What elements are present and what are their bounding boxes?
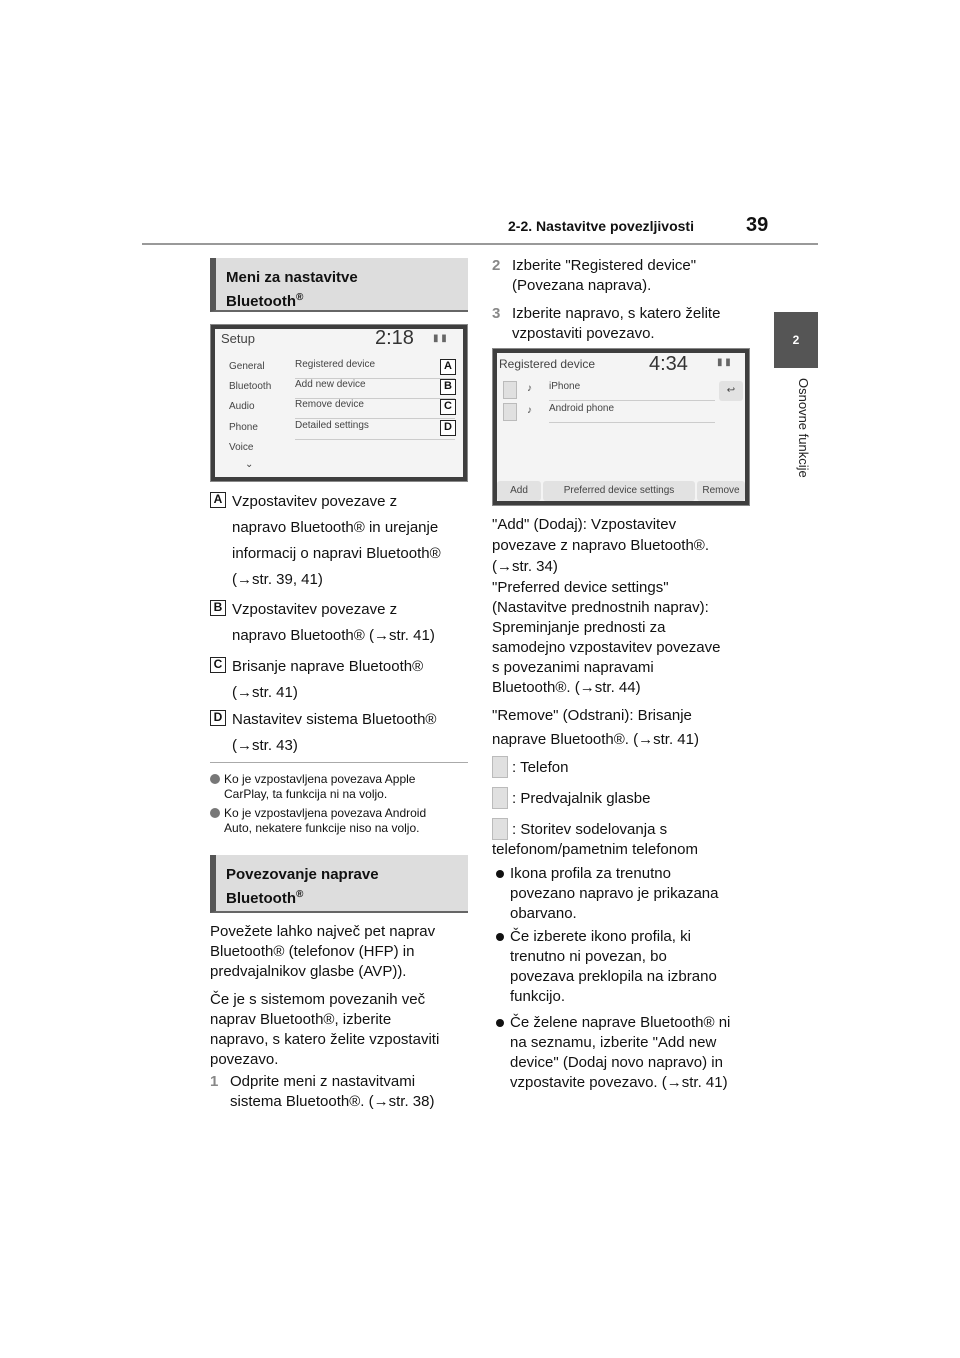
item-line: Vzpostavitev povezave z bbox=[232, 493, 398, 510]
para-line: predvajalnikov glasbe (AVP)). bbox=[210, 963, 407, 980]
note-line bbox=[210, 806, 470, 821]
phone-icon[interactable] bbox=[503, 403, 517, 421]
para-multiple-devices bbox=[210, 990, 470, 1070]
item-line: (→str. 43) bbox=[232, 737, 298, 754]
bullet-icon bbox=[496, 1019, 504, 1027]
bullet-icon bbox=[496, 933, 504, 941]
para-line: Spreminjanje prednosti za bbox=[492, 619, 666, 636]
bullet-line: na seznamu, izberite "Add new bbox=[510, 1034, 717, 1051]
item-line: Nastavitev sistema Bluetooth® bbox=[232, 711, 437, 728]
bullet-line: Ikona profila za trenutno bbox=[510, 865, 671, 882]
bullet-profile-icon bbox=[510, 864, 770, 924]
bullet-icon bbox=[496, 870, 504, 878]
section-title-bluetooth-menu bbox=[210, 258, 468, 312]
item-line: napravo Bluetooth® (→str. 41) bbox=[232, 627, 435, 644]
item-line: Vzpostavitev povezave z bbox=[232, 601, 398, 618]
item-b-tag: B bbox=[210, 600, 226, 616]
menu-bluetooth[interactable]: Bluetooth bbox=[229, 381, 272, 392]
item-a-text bbox=[232, 489, 472, 593]
item-line: (→str. 41) bbox=[232, 684, 298, 701]
bullet-line: povezava preklopila na izbrano bbox=[510, 968, 717, 985]
bullet-line: funkcijo. bbox=[510, 988, 566, 1005]
para-line: "Remove" (Odstrani): Brisanje bbox=[492, 707, 692, 724]
bullet-line: obarvano. bbox=[510, 905, 577, 922]
step-line: sistema Bluetooth®. (→str. 38) bbox=[230, 1093, 435, 1110]
reg-mark: ® bbox=[295, 889, 304, 900]
add-button[interactable]: Add bbox=[497, 481, 541, 501]
step-text: Izberite napravo, s katero želite bbox=[512, 305, 721, 322]
tag-b: B bbox=[440, 379, 456, 395]
legend-service-line2: telefonom/pametnim telefonom bbox=[492, 841, 698, 858]
menu-general[interactable]: General bbox=[229, 361, 265, 372]
tag-c: C bbox=[440, 399, 456, 415]
item-b-text bbox=[232, 597, 472, 649]
item-line: Brisanje naprave Bluetooth® bbox=[232, 658, 424, 675]
section-title-word: Bluetooth bbox=[226, 293, 296, 310]
note-text: Ko je vzpostavljena povezava Apple bbox=[224, 772, 416, 786]
service-icon[interactable] bbox=[503, 381, 517, 399]
step-number: 3 bbox=[492, 305, 501, 322]
step-line bbox=[210, 1072, 480, 1092]
para-line: Če je s sistemom povezanih več bbox=[210, 991, 426, 1008]
reg-mark: ® bbox=[295, 292, 304, 303]
note-line: CarPlay, ta funkcija ni na voljo. bbox=[224, 787, 388, 801]
chapter-label: Osnovne funkcije bbox=[796, 378, 811, 478]
section-title-connect-device bbox=[210, 855, 468, 913]
item-a-tag: A bbox=[210, 492, 226, 508]
bullet-line: trenutno ni povezan, bo bbox=[510, 948, 667, 965]
note-android bbox=[210, 806, 470, 836]
preferred-device-settings-button[interactable]: Preferred device settings bbox=[543, 481, 695, 501]
para-line: povezave z napravo Bluetooth®. bbox=[492, 537, 710, 554]
step-text: Izberite "Registered device" bbox=[512, 257, 697, 274]
remove-button[interactable]: Remove bbox=[697, 481, 745, 501]
screen-clock: 4:34 bbox=[649, 353, 688, 375]
music-note-icon[interactable]: ♪ bbox=[527, 383, 532, 394]
step-3 bbox=[492, 304, 762, 344]
registered-device-screen bbox=[492, 348, 750, 506]
status-icons: ▮ ▮ bbox=[433, 333, 447, 344]
para-line: Bluetooth® (telefonov (HFP) in bbox=[210, 943, 415, 960]
bullet-line: device" (Dodaj novo napravo) in bbox=[510, 1054, 723, 1071]
para-line: naprav Bluetooth®, izberite bbox=[210, 1011, 392, 1028]
service-icon bbox=[492, 818, 508, 840]
section-title-word: Bluetooth bbox=[226, 890, 296, 907]
step-line bbox=[492, 304, 762, 324]
device-iphone[interactable]: iPhone bbox=[549, 381, 715, 401]
menu-detailed-settings[interactable]: Detailed settings bbox=[295, 420, 455, 440]
item-line: napravo Bluetooth® in urejanje bbox=[232, 519, 439, 536]
note-bullet-icon bbox=[210, 808, 220, 818]
menu-add-new-device[interactable]: Add new device bbox=[295, 379, 455, 399]
music-note-icon[interactable]: ♪ bbox=[527, 405, 532, 416]
step-line bbox=[492, 256, 762, 276]
section-title-line2 bbox=[226, 290, 458, 314]
back-icon[interactable]: ↩ bbox=[719, 381, 743, 401]
legend-service-line1: : Storitev sodelovanja s bbox=[512, 821, 668, 838]
bullet-add-new-device bbox=[510, 1013, 770, 1093]
para-line: (→str. 34) bbox=[492, 558, 558, 575]
menu-registered-device[interactable]: Registered device bbox=[295, 359, 455, 379]
para-remove bbox=[492, 704, 762, 752]
item-d-text bbox=[232, 707, 472, 759]
para-line: "Preferred device settings" bbox=[492, 579, 669, 596]
chapter-tab: 2 bbox=[774, 312, 818, 368]
step-number: 2 bbox=[492, 257, 501, 274]
bullet-line: Če izberete ikono profila, ki bbox=[510, 928, 691, 945]
menu-voice[interactable]: Voice bbox=[229, 442, 254, 453]
note-line bbox=[210, 772, 470, 787]
note-text: Ko je vzpostavljena povezava Android bbox=[224, 806, 427, 820]
step-line: vzpostaviti povezavo. bbox=[512, 325, 655, 342]
note-rule bbox=[210, 762, 468, 763]
header-rule bbox=[142, 243, 818, 245]
para-line: Bluetooth®. (→str. 44) bbox=[492, 679, 641, 696]
menu-phone[interactable]: Phone bbox=[229, 422, 258, 433]
para-line: Povežete lahko največ pet naprav bbox=[210, 923, 436, 940]
step-1 bbox=[210, 1072, 480, 1112]
legend-music: : Predvajalnik glasbe bbox=[512, 790, 651, 807]
section-header: 2-2. Nastavitve povezljivosti bbox=[508, 218, 694, 234]
item-line: informacij o napravi Bluetooth® bbox=[232, 545, 441, 562]
bullet-select-profile bbox=[510, 927, 770, 1007]
menu-remove-device[interactable]: Remove device bbox=[295, 399, 455, 419]
bullet-line: Če želene naprave Bluetooth® ni bbox=[510, 1014, 731, 1031]
step-2 bbox=[492, 256, 762, 296]
step-line: (Povezana naprava). bbox=[512, 277, 652, 294]
note-line: Auto, nekatere funkcije niso na voljo. bbox=[224, 821, 420, 835]
note-bullet-icon bbox=[210, 774, 220, 784]
menu-audio[interactable]: Audio bbox=[229, 401, 255, 412]
item-c-text bbox=[232, 654, 472, 706]
para-line: naprave Bluetooth®. (→str. 41) bbox=[492, 731, 699, 748]
setup-screen bbox=[210, 324, 468, 482]
section-title-line2 bbox=[226, 887, 458, 911]
item-d-tag: D bbox=[210, 710, 226, 726]
screen-title: Setup bbox=[221, 331, 255, 346]
bullet-line: povezano napravo je prikazana bbox=[510, 885, 719, 902]
chevron-down-icon[interactable]: ⌄ bbox=[245, 459, 254, 470]
music-note-icon bbox=[492, 787, 508, 809]
item-line: (→str. 39, 41) bbox=[232, 571, 323, 588]
para-preferred bbox=[492, 578, 762, 698]
legend-phone: : Telefon bbox=[512, 759, 569, 776]
status-icons: ▮ ▮ bbox=[717, 357, 731, 368]
section-title-line1: Meni za nastavitve bbox=[226, 269, 358, 286]
para-line: napravo, s katero želite vzpostaviti bbox=[210, 1031, 440, 1048]
section-title-line1: Povezovanje naprave bbox=[226, 866, 379, 883]
note-carplay bbox=[210, 772, 470, 802]
screen-clock: 2:18 bbox=[375, 327, 414, 349]
phone-icon bbox=[492, 756, 508, 778]
tag-d: D bbox=[440, 420, 456, 436]
page-number: 39 bbox=[746, 214, 769, 236]
tag-a: A bbox=[440, 359, 456, 375]
para-line: povezavo. bbox=[210, 1051, 279, 1068]
device-android-phone[interactable]: Android phone bbox=[549, 403, 715, 423]
para-max-devices bbox=[210, 922, 470, 982]
para-line: (Nastavitve prednostnih naprav): bbox=[492, 599, 709, 616]
para-line: s povezanimi napravami bbox=[492, 659, 654, 676]
item-c-tag: C bbox=[210, 657, 226, 673]
para-line: samodejno vzpostavitev povezave bbox=[492, 639, 721, 656]
para-add bbox=[492, 514, 762, 577]
step-text: Odprite meni z nastavitvami bbox=[230, 1073, 416, 1090]
para-line: "Add" (Dodaj): Vzpostavitev bbox=[492, 516, 677, 533]
step-number: 1 bbox=[210, 1073, 219, 1090]
screen-title: Registered device bbox=[499, 357, 596, 371]
bullet-line: vzpostavite povezavo. (→str. 41) bbox=[510, 1074, 728, 1091]
